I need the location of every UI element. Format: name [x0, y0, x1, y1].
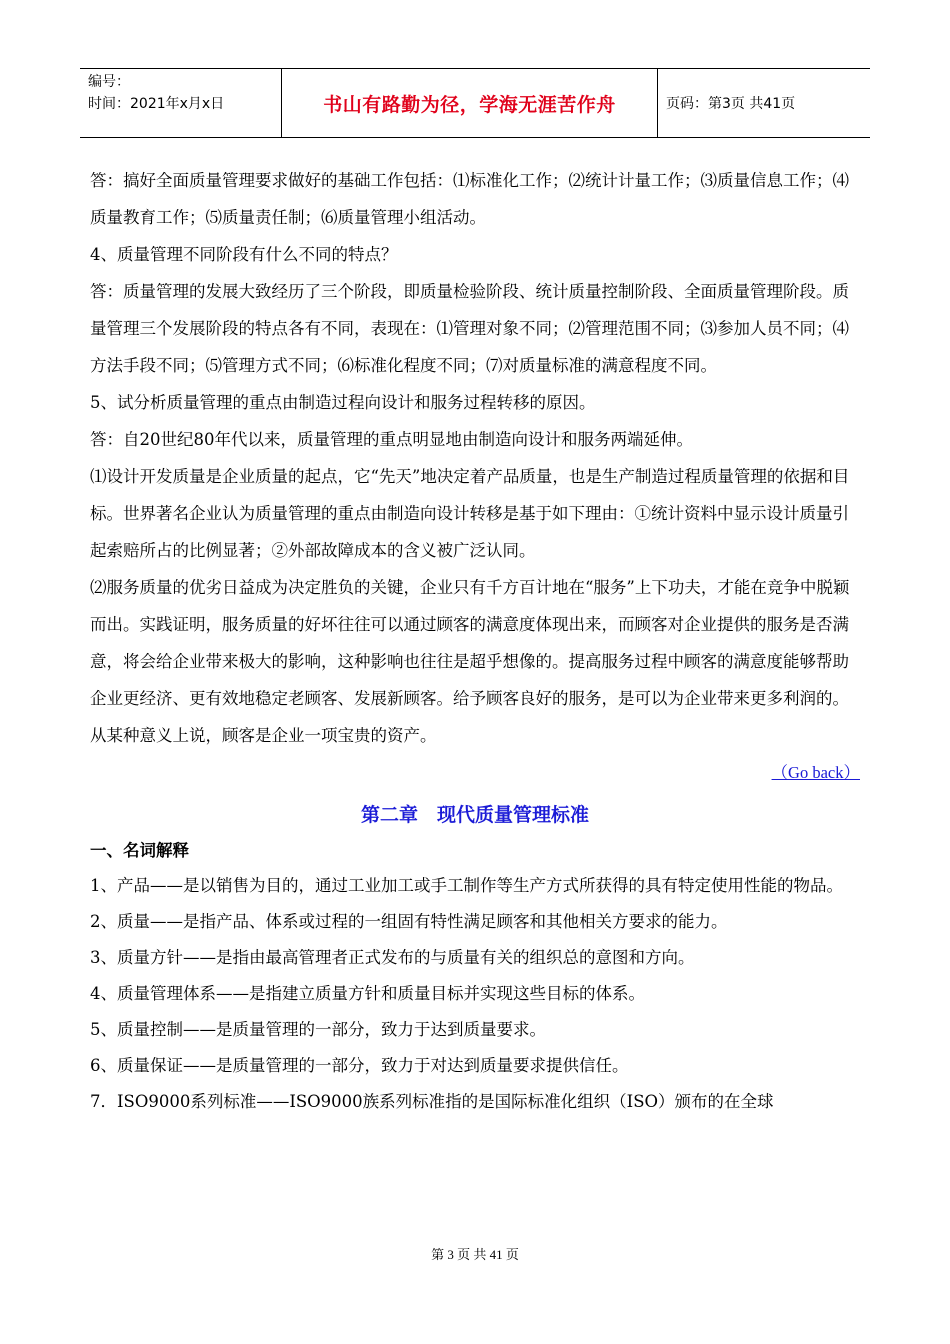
page-header — [80, 68, 870, 138]
definition-item: 4、质量管理体系——是指建立质量方针和质量目标并实现这些目标的体系。 — [90, 984, 645, 1003]
paragraph: ⑴设计开发质量是企业质量的起点，它“先天”地决定着产品质量，也是生产制造过程质量管理的依据和目标。世界著名企业认为质量管理的重点由制造向设计转移是基于如下理由：①统计资料中显示设计质量引起索赔所占的比例显著；②外部故障成本的含义被广泛认同。 — [90, 467, 850, 560]
definition-item: 3、质量方针——是指由最高管理者正式发布的与质量有关的组织总的意图和方向。 — [90, 948, 695, 967]
paragraph: 答：质量管理的发展大致经历了三个阶段，即质量检验阶段、统计质量控制阶段、全面质量管理阶段。质量管理三个发展阶段的特点各有不同，表现在：⑴管理对象不同；⑵管理范围不同；⑶参加人员不同；⑷方法手段不同；⑸管理方式不同；⑹标准化程度不同；⑺对质量标准的满意程度不同。 — [90, 282, 849, 375]
go-back-container — [90, 760, 860, 786]
header-number-label: 编号： — [88, 74, 130, 90]
header-date-label: 时间：2021年x月x日 — [88, 96, 225, 112]
definition-item: 5、质量控制——是质量管理的一部分，致力于达到质量要求。 — [90, 1020, 546, 1039]
document-body — [90, 162, 860, 1120]
definitions-list — [90, 868, 860, 1120]
header-motto: 书山有路勤为径，学海无涯苦作舟 — [282, 69, 658, 137]
page-footer: 第 3 页 共 41 页 — [431, 1247, 519, 1262]
definition-item: 1、产品——是以销售为目的，通过工业加工或手工制作等生产方式所获得的具有特定使用性能的物品。 — [90, 876, 843, 895]
definition-item: 7．ISO9000系列标准——ISO9000族系列标准指的是国际标准化组织（ISO）颁布的在全球 — [90, 1092, 774, 1111]
paragraph: 答：搞好全面质量管理要求做好的基础工作包括：⑴标准化工作；⑵统计计量工作；⑶质量信息工作；⑷质量教育工作；⑸质量责任制；⑹质量管理小组活动。 — [90, 171, 849, 227]
header-page-info: 页码：第3页 共41页 — [666, 96, 796, 112]
question-heading: 4、质量管理不同阶段有什么不同的特点？ — [90, 245, 398, 264]
question-heading: 5、试分析质量管理的重点由制造过程向设计和服务过程转移的原因。 — [90, 393, 596, 412]
go-back-link[interactable]: （Go back） — [771, 763, 860, 782]
chapter-title: 第二章 现代质量管理标准 — [360, 804, 589, 826]
definition-item: 6、质量保证——是质量管理的一部分，致力于对达到质量要求提供信任。 — [90, 1056, 629, 1075]
paragraph: ⑵服务质量的优劣日益成为决定胜负的关键，企业只有千方百计地在“服务”上下功夫，才能在竞争中脱颖而出。实践证明，服务质量的好坏往往可以通过顾客的满意度体现出来，而顾客对企业提供的服务是否满意，将会给企业带来极大的影响，这种影响也往往是超乎想像的。提高服务过程中顾客的满意度能够帮助企业更经济、更有效地稳定老顾客、发展新顾客。给予顾客良好的服务，是可以为企业带来更多利润的。从某种意义上说，顾客是企业一项宝贵的资产。 — [90, 578, 850, 745]
definition-item: 2、质量——是指产品、体系或过程的一组固有特性满足顾客和其他相关方要求的能力。 — [90, 912, 728, 931]
header-meta — [80, 69, 282, 137]
section-title: 一、名词解释 — [90, 841, 189, 860]
paragraph: 答：自20世纪80年代以来，质量管理的重点明显地由制造向设计和服务两端延伸。 — [90, 430, 693, 449]
